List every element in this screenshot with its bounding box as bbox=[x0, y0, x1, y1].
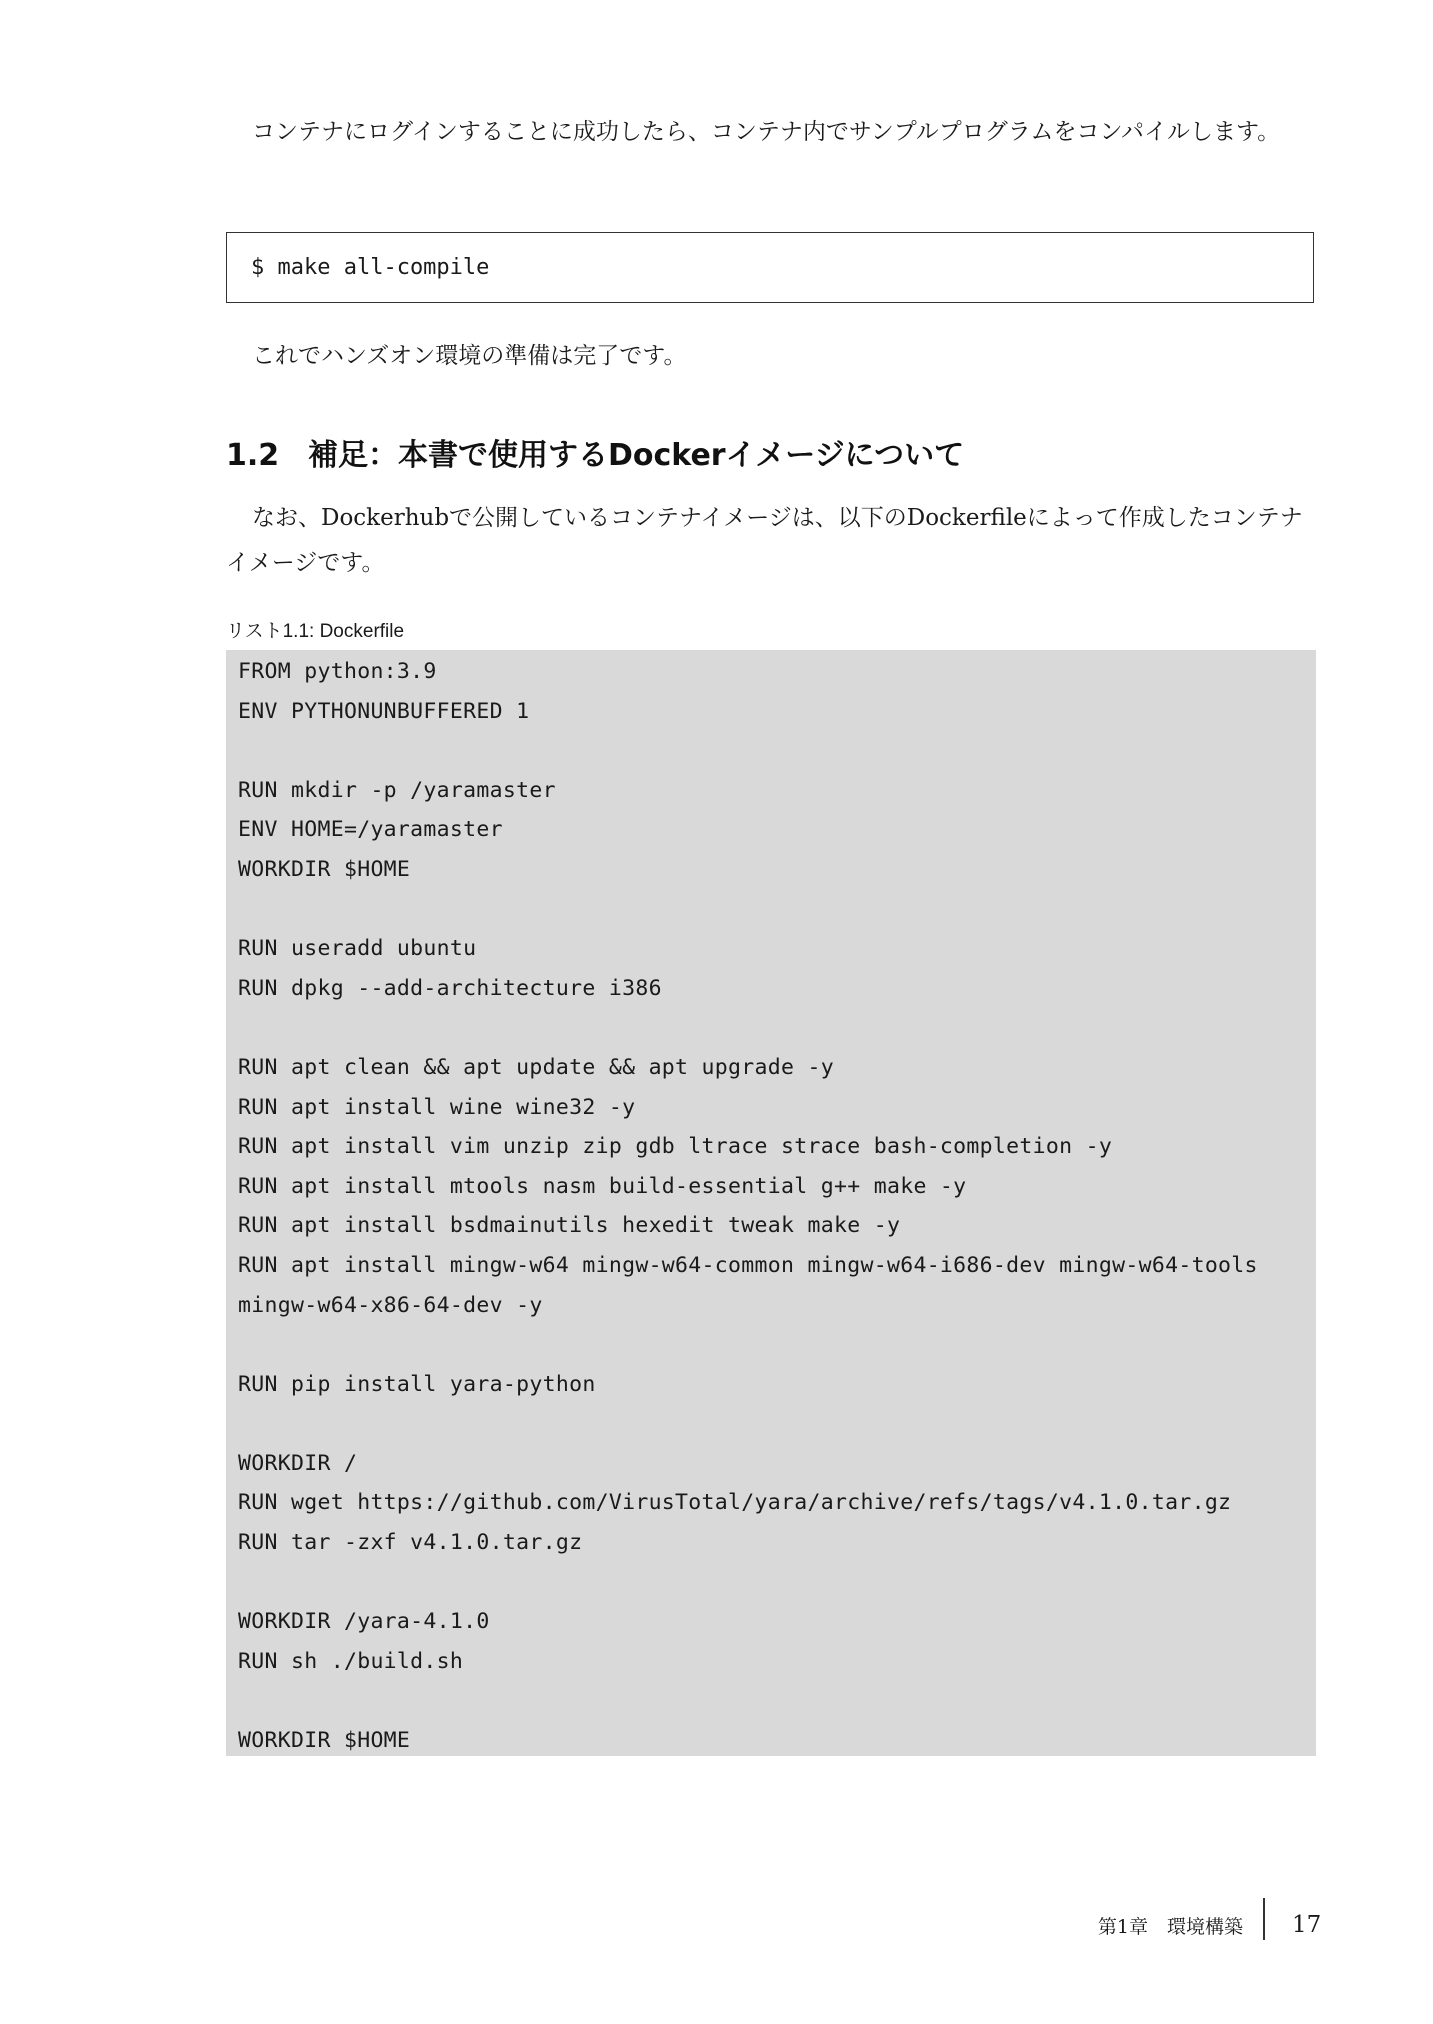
code-line: WORKDIR $HOME bbox=[238, 1728, 411, 1754]
code-line: WORKDIR /yara-4.1.0 bbox=[238, 1609, 490, 1635]
section-number: 1.2 bbox=[226, 438, 280, 473]
code-line bbox=[238, 1404, 1316, 1444]
code-line: WORKDIR $HOME bbox=[238, 856, 411, 882]
section-title: 補足：本書で使用するDockerイメージについて bbox=[308, 438, 965, 473]
dockerfile-code-block bbox=[226, 650, 1316, 1756]
code-line bbox=[238, 1681, 1316, 1721]
code-line: RUN wget https://github.com/VirusTotal/yara/archive/refs/tags/v4.1.0.tar.gz bbox=[238, 1490, 1232, 1516]
listing-caption: リスト1.1: Dockerfile bbox=[226, 621, 405, 642]
section-paragraph-text: なお、Dockerhubで公開しているコンテナイメージは、以下のDockerfileによって作成したコンテナイメージです。 bbox=[226, 505, 1303, 576]
page-footer bbox=[0, 1898, 1433, 1958]
code-line: RUN dpkg --add-architecture i386 bbox=[238, 975, 662, 1001]
code-line: mingw-w64-x86-64-dev -y bbox=[238, 1292, 543, 1318]
code-line bbox=[238, 1008, 1316, 1048]
code-line: RUN pip install yara-python bbox=[238, 1371, 596, 1397]
page-number: 17 bbox=[1292, 1912, 1322, 1938]
code-line: RUN useradd ubuntu bbox=[238, 936, 477, 962]
code-line: RUN apt install mtools nasm build-essential g++ make -y bbox=[238, 1173, 967, 1199]
code-line bbox=[238, 1563, 1316, 1603]
code-line: RUN apt clean && apt update && apt upgrade -y bbox=[238, 1054, 834, 1080]
command-text: $ make all-compile bbox=[251, 255, 490, 280]
code-line: RUN apt install wine wine32 -y bbox=[238, 1094, 636, 1120]
code-line: RUN apt install mingw-w64 mingw-w64-common mingw-w64-i686-dev mingw-w64-tools bbox=[238, 1252, 1258, 1278]
code-line: RUN mkdir -p /yaramaster bbox=[238, 777, 556, 803]
code-line: RUN tar -zxf v4.1.0.tar.gz bbox=[238, 1530, 583, 1556]
section-paragraph bbox=[226, 496, 1316, 586]
section-heading bbox=[226, 434, 964, 478]
code-line: FROM python:3.9 bbox=[238, 659, 437, 684]
code-line: WORKDIR / bbox=[238, 1450, 358, 1476]
code-line bbox=[238, 731, 1316, 771]
intro-paragraph-text: コンテナにログインすることに成功したら、コンテナ内でサンプルプログラムをコンパイルします。 bbox=[252, 119, 1281, 145]
code-line: ENV HOME=/yaramaster bbox=[238, 817, 503, 843]
code-line bbox=[238, 890, 1316, 930]
code-line: RUN apt install vim unzip zip gdb ltrace strace bash-completion -y bbox=[238, 1134, 1113, 1160]
code-line bbox=[238, 1325, 1316, 1365]
completion-paragraph bbox=[226, 334, 1316, 379]
code-line: ENV PYTHONUNBUFFERED 1 bbox=[238, 698, 530, 724]
code-line: RUN sh ./build.sh bbox=[238, 1648, 464, 1674]
footer-chapter: 第1章 環境構築 bbox=[1097, 1916, 1243, 1938]
completion-paragraph-text: これでハンズオン環境の準備は完了です。 bbox=[252, 343, 687, 369]
code-line: RUN apt install bsdmainutils hexedit tweak make -y bbox=[238, 1213, 901, 1239]
footer-divider bbox=[1263, 1898, 1265, 1940]
intro-paragraph bbox=[226, 110, 1316, 155]
command-box bbox=[226, 232, 1314, 303]
